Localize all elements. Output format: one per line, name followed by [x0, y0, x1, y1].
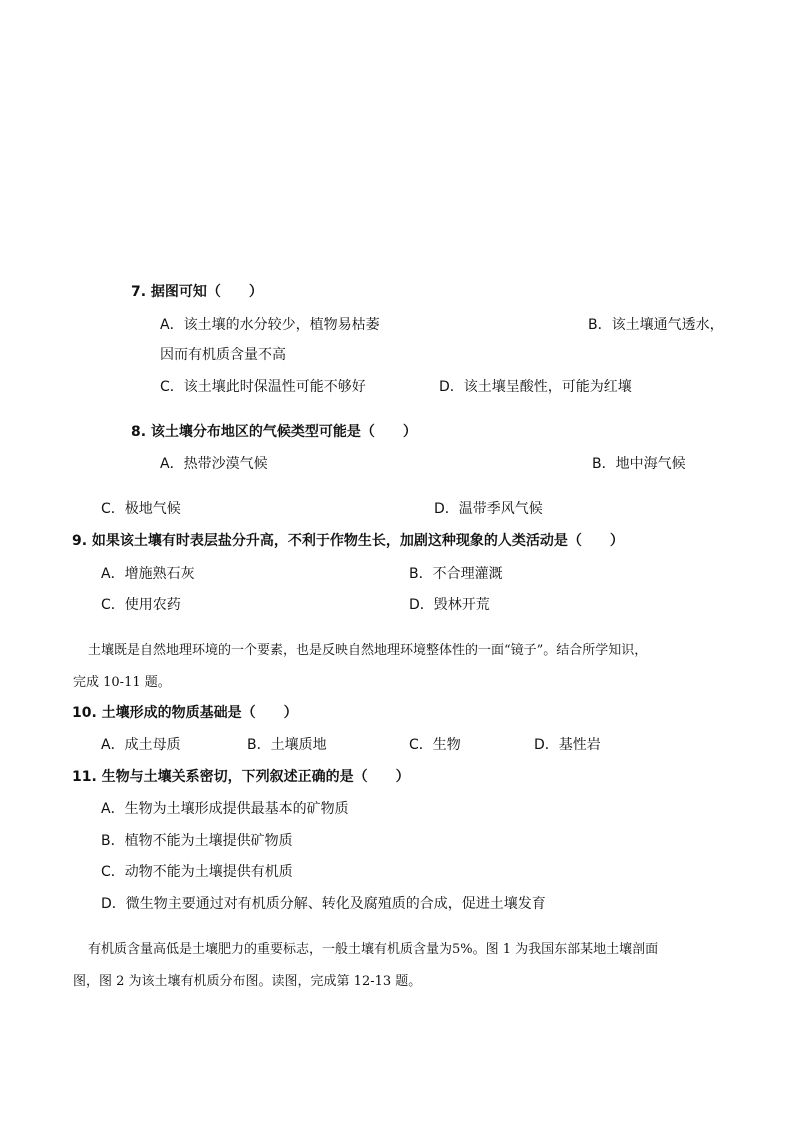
question-11-stem: 11. 生物与土壤关系密切，下列叙述正确的是（ ）	[72, 769, 410, 785]
question-7-option-b-continued: 因而有机质含量不高	[160, 347, 286, 363]
passage-2-line-2: 图，图 2 为该土壤有机质分布图。读图，完成第 12-13 题。	[73, 974, 422, 989]
question-11-option-d: D．微生物主要通过对有机质分解、转化及腐殖质的合成，促进土壤发育	[101, 896, 546, 912]
question-10-option-a: A．成土母质	[101, 737, 181, 753]
question-9-option-a: A．增施熟石灰	[101, 566, 195, 582]
passage-1-line-1: 土壤既是自然地理环境的一个要素，也是反映自然地理环境整体性的一面“镜子”。结合所学知识，	[88, 643, 648, 658]
question-8-stem: 8. 该土壤分布地区的气候类型可能是（ ）	[131, 424, 417, 440]
question-9-option-b: B．不合理灌溉	[409, 566, 503, 582]
passage-2-line-1: 有机质含量高低是土壤肥力的重要标志，一般土壤有机质含量为5%。图 1 为我国东部某地土壤剖面	[88, 942, 659, 957]
passage-1-line-2: 完成 10-11 题。	[73, 675, 171, 690]
question-10-option-c: C．生物	[409, 737, 461, 753]
question-9-option-c: C．使用农药	[101, 597, 181, 613]
question-11-option-b: B．植物不能为土壤提供矿物质	[101, 833, 293, 849]
question-7-option-d: D．该土壤呈酸性，可能为红壤	[439, 379, 632, 395]
question-8-option-c: C．极地气候	[101, 501, 181, 517]
question-7-option-a: A．该土壤的水分较少，植物易枯萎	[160, 317, 380, 333]
question-7-option-c: C．该土壤此时保温性可能不够好	[160, 379, 366, 395]
question-9-option-d: D．毁林开荒	[409, 597, 490, 613]
question-9-stem: 9. 如果该土壤有时表层盐分升高，不利于作物生长，加剧这种现象的人类活动是（ ）	[72, 533, 624, 549]
question-10-option-b: B．土壤质地	[247, 737, 327, 753]
question-7-stem: 7. 据图可知（ ）	[131, 284, 263, 300]
question-7-option-b: B．该土壤通气透水，	[588, 317, 724, 333]
question-10-option-d: D．基性岩	[534, 737, 601, 753]
question-8-option-a: A．热带沙漠气候	[160, 456, 268, 472]
question-11-option-c: C．动物不能为土壤提供有机质	[101, 864, 293, 880]
question-10-stem: 10. 土壤形成的物质基础是（ ）	[72, 705, 298, 721]
question-11-option-a: A．生物为土壤形成提供最基本的矿物质	[101, 801, 349, 817]
question-8-option-b: B．地中海气候	[592, 456, 686, 472]
question-8-option-d: D．温带季风气候	[434, 501, 543, 517]
